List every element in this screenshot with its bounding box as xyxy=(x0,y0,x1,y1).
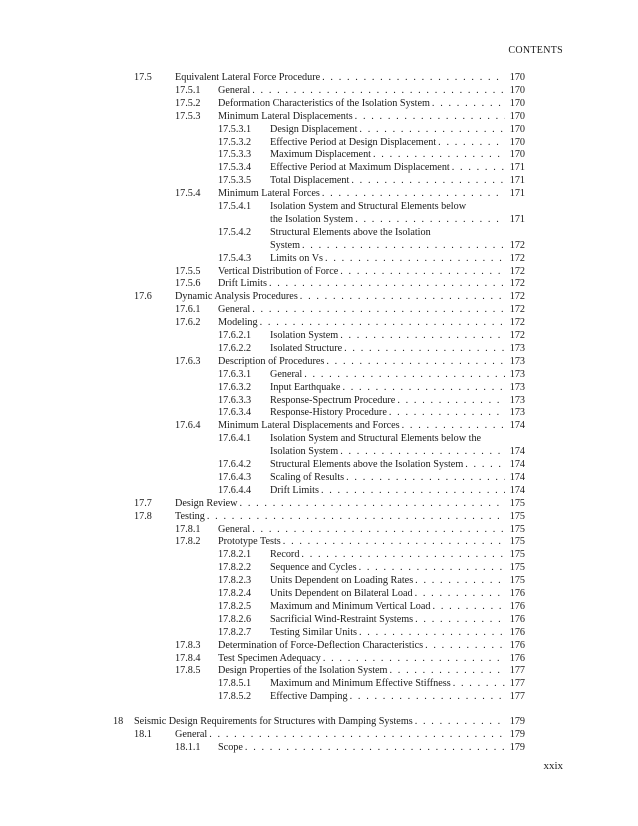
dot-leader xyxy=(340,329,505,342)
toc-entry-title: Isolated Structure xyxy=(270,342,343,354)
toc-entry xyxy=(0,342,638,355)
toc-entry-page: 173 xyxy=(509,355,525,367)
toc-entry-page: 175 xyxy=(509,523,525,535)
dot-leader xyxy=(252,84,505,97)
dot-leader xyxy=(415,613,505,626)
toc-entry-title: Determination of Force-Deflection Characteristics xyxy=(218,639,424,651)
toc-entry-page: 177 xyxy=(509,691,525,703)
toc-entry-number: 17.5.2 xyxy=(175,97,201,109)
toc-entry-title: Isolation System and Structural Elements below the xyxy=(270,433,482,445)
toc-entry-title: Sequence and Cycles xyxy=(270,562,357,574)
toc-entry-title: Testing xyxy=(175,510,205,522)
toc-entry-page: 172 xyxy=(509,330,525,341)
dot-leader xyxy=(344,342,505,355)
toc-entry-title: Description of Procedures xyxy=(218,355,325,367)
toc-entry xyxy=(0,368,638,381)
toc-entry-title: Drift Limits xyxy=(270,484,319,496)
toc-entry-page: 170 xyxy=(509,97,525,109)
toc-entry-page: 174 xyxy=(509,459,525,470)
toc-entry-page: 179 xyxy=(509,741,525,753)
toc-entry-page: 173 xyxy=(509,407,525,419)
toc-entry xyxy=(0,664,638,677)
toc-entry-page: 172 xyxy=(509,265,525,277)
toc-entry-page: 172 xyxy=(509,278,525,290)
dot-leader xyxy=(326,355,505,368)
toc-entry-title: Design Displacement xyxy=(270,123,358,135)
dot-leader xyxy=(438,136,505,149)
toc-entry-title: Units Dependent on Loading Rates xyxy=(270,575,414,587)
dot-leader xyxy=(304,368,505,381)
toc-entry-title: Dynamic Analysis Procedures xyxy=(175,291,298,303)
dot-leader xyxy=(321,484,505,497)
toc-entry-title: Testing Similar Units xyxy=(270,626,358,638)
toc-entry-title: Seismic Design Requirements for Structures with Damping Systems xyxy=(134,716,413,728)
dot-leader xyxy=(359,561,505,574)
toc-entry xyxy=(0,277,638,290)
toc-entry-number: 18 xyxy=(113,716,124,728)
toc-entry-title: General xyxy=(218,523,251,535)
toc-entry-page: 175 xyxy=(509,562,525,574)
toc-entry-number: 17.5.3 xyxy=(175,110,201,122)
toc-entry-number: 17.5.6 xyxy=(175,278,201,290)
toc-entry-page: 170 xyxy=(509,123,525,135)
toc-entry-title: Record xyxy=(270,549,300,561)
toc-entry-number: 17.5.5 xyxy=(175,265,201,277)
toc-entry-number: 17.6.3.1 xyxy=(218,368,252,380)
toc-entry-page: 179 xyxy=(509,729,525,740)
toc-entry xyxy=(0,652,638,665)
toc-entry-title: Response-Spectrum Procedure xyxy=(270,394,396,406)
toc-entry-title: Deformation Characteristics of the Isolation System xyxy=(218,97,430,109)
toc-entry-page: 176 xyxy=(509,588,525,599)
toc-entry xyxy=(0,587,638,600)
toc-entry-title: Effective Damping xyxy=(270,691,348,703)
toc-entry xyxy=(0,561,638,574)
toc-entry xyxy=(0,600,638,613)
dot-leader xyxy=(373,148,505,161)
toc-entry-number: 17.6.2.1 xyxy=(218,330,252,341)
toc-entry xyxy=(0,484,638,497)
toc-entry xyxy=(0,303,638,316)
toc-entry-page: 170 xyxy=(509,149,525,161)
toc-entry-title: Scope xyxy=(218,741,243,753)
toc-entry-page: 172 xyxy=(509,239,525,251)
toc-entry-number: 17.6.3.3 xyxy=(218,394,252,406)
dot-leader xyxy=(359,626,505,639)
dot-leader xyxy=(302,239,505,252)
toc-entry-title: Response-History Procedure xyxy=(270,407,387,419)
toc-entry-page: 175 xyxy=(509,497,525,509)
dot-leader xyxy=(252,303,505,316)
toc-entry-title: Units Dependent on Bilateral Load xyxy=(270,588,413,599)
toc-entry-number: 17.6.4 xyxy=(175,420,201,432)
toc-entry xyxy=(0,510,638,523)
toc-entry xyxy=(0,741,638,754)
toc-entry-number: 17.6.4.3 xyxy=(218,471,252,483)
toc-entry-page: 174 xyxy=(509,471,525,483)
toc-entry-page: 170 xyxy=(509,84,525,96)
dot-leader xyxy=(300,290,505,303)
toc-entry-number: 17.8.4 xyxy=(175,652,201,664)
toc-entry-title: Isolation System and Structural Elements below xyxy=(270,201,467,212)
toc-entry-page: 175 xyxy=(509,536,525,548)
dot-leader xyxy=(342,381,505,394)
toc-entry-number: 17.8.2.5 xyxy=(218,600,252,612)
toc-entry xyxy=(0,394,638,407)
toc-entry-title: Effective Period at Maximum Displacement xyxy=(270,162,450,174)
toc-entry xyxy=(0,265,638,278)
toc-entry-number: 17.5.3.5 xyxy=(218,175,252,187)
toc-entry-title: Total Displacement xyxy=(270,175,350,187)
toc-entry xyxy=(0,200,638,213)
toc-entry xyxy=(0,161,638,174)
toc-entry xyxy=(0,639,638,652)
dot-leader xyxy=(452,161,505,174)
toc-entry-title: Sacrificial Wind-Restraint Systems xyxy=(270,613,414,625)
toc-entry-page: 176 xyxy=(509,613,525,625)
toc-entry-number: 17.8.2.1 xyxy=(218,549,252,561)
toc-entry-page: 177 xyxy=(509,665,525,677)
toc-entry-title: Structural Elements above the Isolation xyxy=(270,226,431,238)
dot-leader xyxy=(325,252,505,265)
dot-leader xyxy=(415,715,505,728)
dot-leader xyxy=(283,535,505,548)
toc-entry-number: 17.5.4.1 xyxy=(218,201,252,212)
toc-entry xyxy=(0,110,638,123)
dot-leader xyxy=(425,639,505,652)
toc-entry-page: 170 xyxy=(509,110,525,122)
dot-leader xyxy=(245,741,505,754)
toc-entry-number: 17.6.4.2 xyxy=(218,459,252,470)
page-number: xxix xyxy=(543,760,563,772)
toc-entry-page: 171 xyxy=(509,213,525,225)
toc-entry-title: General xyxy=(218,84,251,96)
dot-leader xyxy=(350,690,505,703)
toc-entry-number: 17.8.2.6 xyxy=(218,613,252,625)
toc-entry-number: 17.8.2 xyxy=(175,536,201,548)
toc-entry-number: 17.6.1 xyxy=(175,304,201,316)
toc-entry-page: 173 xyxy=(509,342,525,354)
toc-entry-title: Test Specimen Adequacy xyxy=(218,652,321,664)
toc-entry-title: General xyxy=(175,729,208,740)
dot-leader xyxy=(453,677,505,690)
toc-entry-title: Input Earthquake xyxy=(270,381,341,393)
toc-entry-number: 17.7 xyxy=(134,497,152,509)
dot-leader xyxy=(340,445,505,458)
toc-entry-title: Maximum and Minimum Effective Stiffness xyxy=(270,678,451,690)
toc-entry-page: 177 xyxy=(509,678,525,690)
toc-entry xyxy=(0,123,638,136)
toc-entry-page: 175 xyxy=(509,549,525,561)
dot-leader xyxy=(359,123,505,136)
toc-entry xyxy=(0,574,638,587)
toc-entry-title: Structural Elements above the Isolation System xyxy=(270,459,464,470)
toc-entry xyxy=(0,728,638,741)
dot-leader xyxy=(252,523,505,536)
toc-entry xyxy=(0,690,638,703)
toc-entry-page: 173 xyxy=(509,394,525,406)
toc-entry-number: 17.5.4 xyxy=(175,188,201,200)
toc-entry-number: 17.8.2.7 xyxy=(218,626,252,638)
toc-entry xyxy=(0,677,638,690)
toc-entry-title: Equivalent Lateral Force Procedure xyxy=(175,72,321,83)
toc-entry-page: 174 xyxy=(509,484,525,496)
toc-entry-number: 17.8.5.2 xyxy=(218,691,252,703)
dot-leader xyxy=(301,548,505,561)
toc-entry-title: Design Properties of the Isolation System xyxy=(218,665,388,677)
toc-entry-title: Minimum Lateral Displacements xyxy=(218,110,353,122)
toc-entry xyxy=(0,613,638,626)
toc-entry xyxy=(0,136,638,149)
toc-entry-page: 174 xyxy=(509,420,525,432)
dot-leader xyxy=(322,71,505,84)
toc-entry-page: 171 xyxy=(509,188,525,200)
dot-leader xyxy=(351,174,505,187)
toc-entry xyxy=(0,226,638,239)
toc-entry xyxy=(0,432,638,445)
dot-leader xyxy=(415,574,505,587)
toc-entry-number: 17.8.2.2 xyxy=(218,562,252,574)
toc-entry xyxy=(0,252,638,265)
toc-entry xyxy=(0,316,638,329)
toc-entry-number: 17.6.2.2 xyxy=(218,342,252,354)
toc-entry-title: General xyxy=(218,304,251,316)
toc-entry-number: 17.5.1 xyxy=(175,84,201,96)
toc-entry xyxy=(0,290,638,303)
toc-entry-page: 171 xyxy=(509,175,525,187)
toc-entry xyxy=(0,535,638,548)
toc-entry-page: 172 xyxy=(509,252,525,264)
running-header: CONTENTS xyxy=(508,45,563,56)
toc-entry xyxy=(0,715,638,728)
toc-entry-page: 172 xyxy=(509,291,525,303)
toc-entry xyxy=(0,406,638,419)
dot-leader xyxy=(269,277,505,290)
toc-entry-title: Limits on Vs xyxy=(270,252,324,264)
toc-entry-number: 17.5.3.1 xyxy=(218,123,252,135)
dot-leader xyxy=(323,652,505,665)
toc-entry-number: 17.6.3.2 xyxy=(218,381,252,393)
toc-entry xyxy=(0,355,638,368)
toc-entry-page: 174 xyxy=(509,446,525,458)
toc-entry-title: Maximum Displacement xyxy=(270,149,372,161)
toc-entry xyxy=(0,445,638,458)
dot-leader xyxy=(209,728,505,741)
dot-leader xyxy=(389,406,505,419)
toc-entry xyxy=(0,97,638,110)
toc-entry-page: 176 xyxy=(509,626,525,638)
toc-entry xyxy=(0,213,638,226)
toc-entry-title: Minimum Lateral Displacements and Forces xyxy=(218,420,400,432)
toc-entry-number: 18.1.1 xyxy=(175,741,201,753)
dot-leader xyxy=(397,394,505,407)
toc-entry-number: 17.6.2 xyxy=(175,317,201,329)
toc-entry-page: 179 xyxy=(509,716,525,728)
toc-entry-number: 17.5.3.3 xyxy=(218,149,252,161)
toc-entry xyxy=(0,548,638,561)
dot-leader xyxy=(240,497,505,510)
dot-leader xyxy=(260,316,505,329)
toc-entry-number: 17.5.3.4 xyxy=(218,162,252,174)
toc-entry-page: 173 xyxy=(509,381,525,393)
dot-leader xyxy=(465,458,505,471)
dot-leader xyxy=(433,600,505,613)
toc-entry-title: General xyxy=(270,368,303,380)
toc-entry-page: 170 xyxy=(509,136,525,148)
toc-entry-title: Scaling of Results xyxy=(270,471,345,483)
toc-entry xyxy=(0,71,638,84)
toc-entry-number: 17.5.4.3 xyxy=(218,252,252,264)
toc-entry-title: the Isolation System xyxy=(270,213,354,225)
dot-leader xyxy=(390,664,506,677)
toc-entry-number: 17.8.2.4 xyxy=(218,588,252,599)
toc-entry-number: 17.8.1 xyxy=(175,523,201,535)
toc-entry xyxy=(0,187,638,200)
toc-entry-title: Maximum and Minimum Vertical Load xyxy=(270,600,431,612)
toc-entry-title: Isolation System xyxy=(270,330,339,341)
toc-entry-title: Effective Period at Design Displacement xyxy=(270,136,437,148)
toc-entry xyxy=(0,84,638,97)
toc-entry-number: 17.8.3 xyxy=(175,639,201,651)
toc-entry-page: 175 xyxy=(509,575,525,587)
toc-entry-title: Modeling xyxy=(218,317,258,329)
dot-leader xyxy=(340,265,505,278)
toc-entry xyxy=(0,329,638,342)
dot-leader xyxy=(415,587,505,600)
toc-entry-number: 17.6.4.4 xyxy=(218,484,252,496)
toc-entry-number: 17.6.3.4 xyxy=(218,407,252,419)
toc-entry-number: 17.5.3.2 xyxy=(218,136,252,148)
toc-entry-page: 172 xyxy=(509,317,525,329)
dot-leader xyxy=(402,419,505,432)
toc-entry xyxy=(0,458,638,471)
toc-entry-number: 17.5.4.2 xyxy=(218,226,252,238)
toc-entry xyxy=(0,174,638,187)
toc-entry-number: 17.8.5.1 xyxy=(218,678,252,690)
toc-entry-title: Vertical Distribution of Force xyxy=(218,265,339,277)
toc-entry-title: Isolation System xyxy=(270,446,339,458)
toc-entry-number: 17.6.3 xyxy=(175,355,201,367)
toc-entry xyxy=(0,523,638,536)
toc-entry-number: 17.8.2.3 xyxy=(218,575,252,587)
toc-entry-page: 176 xyxy=(509,652,525,664)
toc-entry-page: 176 xyxy=(509,600,525,612)
toc-entry-number: 17.8 xyxy=(134,510,152,522)
toc-entry-page: 172 xyxy=(509,304,525,316)
dot-leader xyxy=(322,187,505,200)
toc-entry-number: 17.8.5 xyxy=(175,665,201,677)
toc-entry-page: 176 xyxy=(509,639,525,651)
toc-entry xyxy=(0,497,638,510)
toc-entry xyxy=(0,239,638,252)
dot-leader xyxy=(432,97,505,110)
toc-entry-number: 18.1 xyxy=(134,729,152,740)
toc-entry-page: 171 xyxy=(509,162,525,174)
toc-entry-number: 17.6 xyxy=(134,291,152,303)
dot-leader xyxy=(346,471,505,484)
toc-entry-page: 175 xyxy=(509,510,525,522)
toc-entry-number: 17.6.4.1 xyxy=(218,433,252,445)
toc-entry-number: 17.5 xyxy=(134,72,152,83)
toc-entry-page: 170 xyxy=(509,72,525,83)
toc-entry xyxy=(0,471,638,484)
toc-entry xyxy=(0,626,638,639)
dot-leader xyxy=(355,213,505,226)
toc-entry xyxy=(0,148,638,161)
toc-entry-title: Prototype Tests xyxy=(218,536,281,548)
toc-entry-page: 173 xyxy=(509,368,525,380)
toc-entry-title: System xyxy=(270,239,301,251)
dot-leader xyxy=(355,110,505,123)
toc-entry-title: Design Review xyxy=(175,497,238,509)
toc-entry xyxy=(0,381,638,394)
toc-entry xyxy=(0,419,638,432)
toc-entry-title: Minimum Lateral Forces xyxy=(218,188,320,200)
dot-leader xyxy=(207,510,505,523)
toc-entry-title: Drift Limits xyxy=(218,278,267,290)
